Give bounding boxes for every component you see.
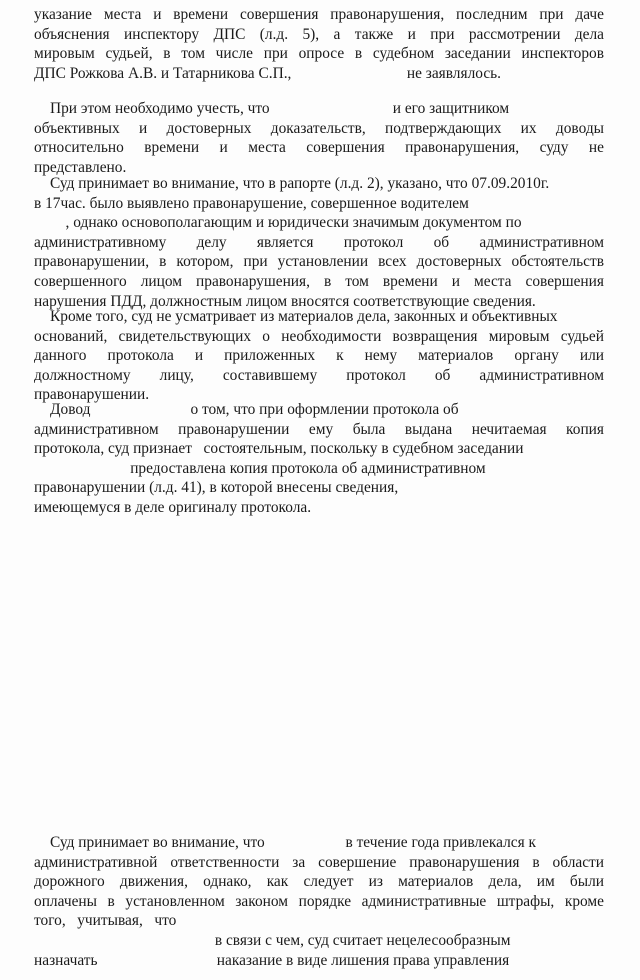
paragraph-5	[34, 400, 604, 518]
paragraph-2	[34, 99, 604, 177]
text-line: дорожного движения, однако, как следует из материалов дела, им были	[34, 873, 604, 891]
text-line: правонарушении, в котором, при установлении всех достоверных обстоятельств	[34, 253, 604, 271]
text-line: предоставлена копия протокола об административном	[34, 459, 486, 477]
text-line: имеющемуся в деле оригиналу протокола.	[34, 498, 312, 516]
text-line: нарушения ПДД, должностным лицом вносятся соответствующие сведения.	[34, 292, 536, 310]
text-line: должностному лицу, составившему протокол об административном	[34, 366, 604, 384]
text-line: правонарушении.	[34, 386, 150, 404]
text-line: указание места и времени совершения правонарушения, последним при даче	[34, 6, 604, 23]
text-line: ДПС Рожкова А.В. и Татарникова С.П., не заявлялось.	[34, 64, 502, 82]
text-line: в 17час. было выявлено правонарушение, совершенное водителем	[34, 194, 469, 212]
text-line: объяснения инспектору ДПС (л.д. 5), а также и при рассмотрении дела	[34, 25, 604, 43]
text-line: правонарушении (л.д. 41), в которой внесены сведения,	[34, 479, 399, 497]
paragraph-4	[34, 307, 604, 405]
text-line: данного протокола и приложенных к нему материалов органу или	[34, 347, 604, 365]
text-line: объективных и достоверных доказательств, подтверждающих их доводы	[34, 119, 604, 137]
text-line: Суд принимает во внимание, что в течение года привлекался к	[50, 834, 537, 851]
text-line: административному делу является протокол об административном	[34, 233, 604, 251]
paragraph-3	[34, 174, 604, 311]
text-line: административном правонарушении ему была выдана нечитаемая копия	[34, 420, 604, 438]
text-line: , однако основополагающим и юридически значимым документом по	[54, 214, 522, 232]
text-line: оплачены в установленном законом порядке административные штрафы, кроме	[34, 892, 604, 910]
text-line: совершенного лицом правонарушения, в том времени и места совершения	[34, 272, 604, 290]
text-line: в связи с чем, суд считает нецелесообразным	[34, 931, 511, 949]
text-line: того, учитывая, что	[34, 912, 177, 930]
text-line: Суд принимает во внимание, что в рапорте (л.д. 2), указано, что 07.09.2010г.	[50, 175, 550, 192]
text-line: назначать наказание в виде лишения права управления	[34, 951, 510, 969]
text-line: представлено.	[34, 158, 127, 176]
text-line: При этом необходимо учесть, что и его защитником	[50, 100, 510, 117]
paragraph-1	[34, 5, 604, 83]
text-line: относительно времени и места совершения правонарушения, суду не	[34, 139, 604, 157]
text-line: административной ответственности за совершение правонарушения в области	[34, 853, 604, 871]
text-line: оснований, свидетельствующих о необходимости возвращения мировым судьей	[34, 327, 604, 345]
text-line: мировым судьей, в том числе при опросе в судебном заседании инспекторов	[34, 45, 604, 63]
text-line: Довод о том, что при оформлении протокола об	[50, 401, 459, 418]
text-line: протокола, суд признает состоятельным, поскольку в судебном заседании	[34, 440, 524, 458]
text-line: Кроме того, суд не усматривает из материалов дела, законных и объективных	[50, 308, 558, 325]
paragraph-6	[34, 833, 604, 970]
